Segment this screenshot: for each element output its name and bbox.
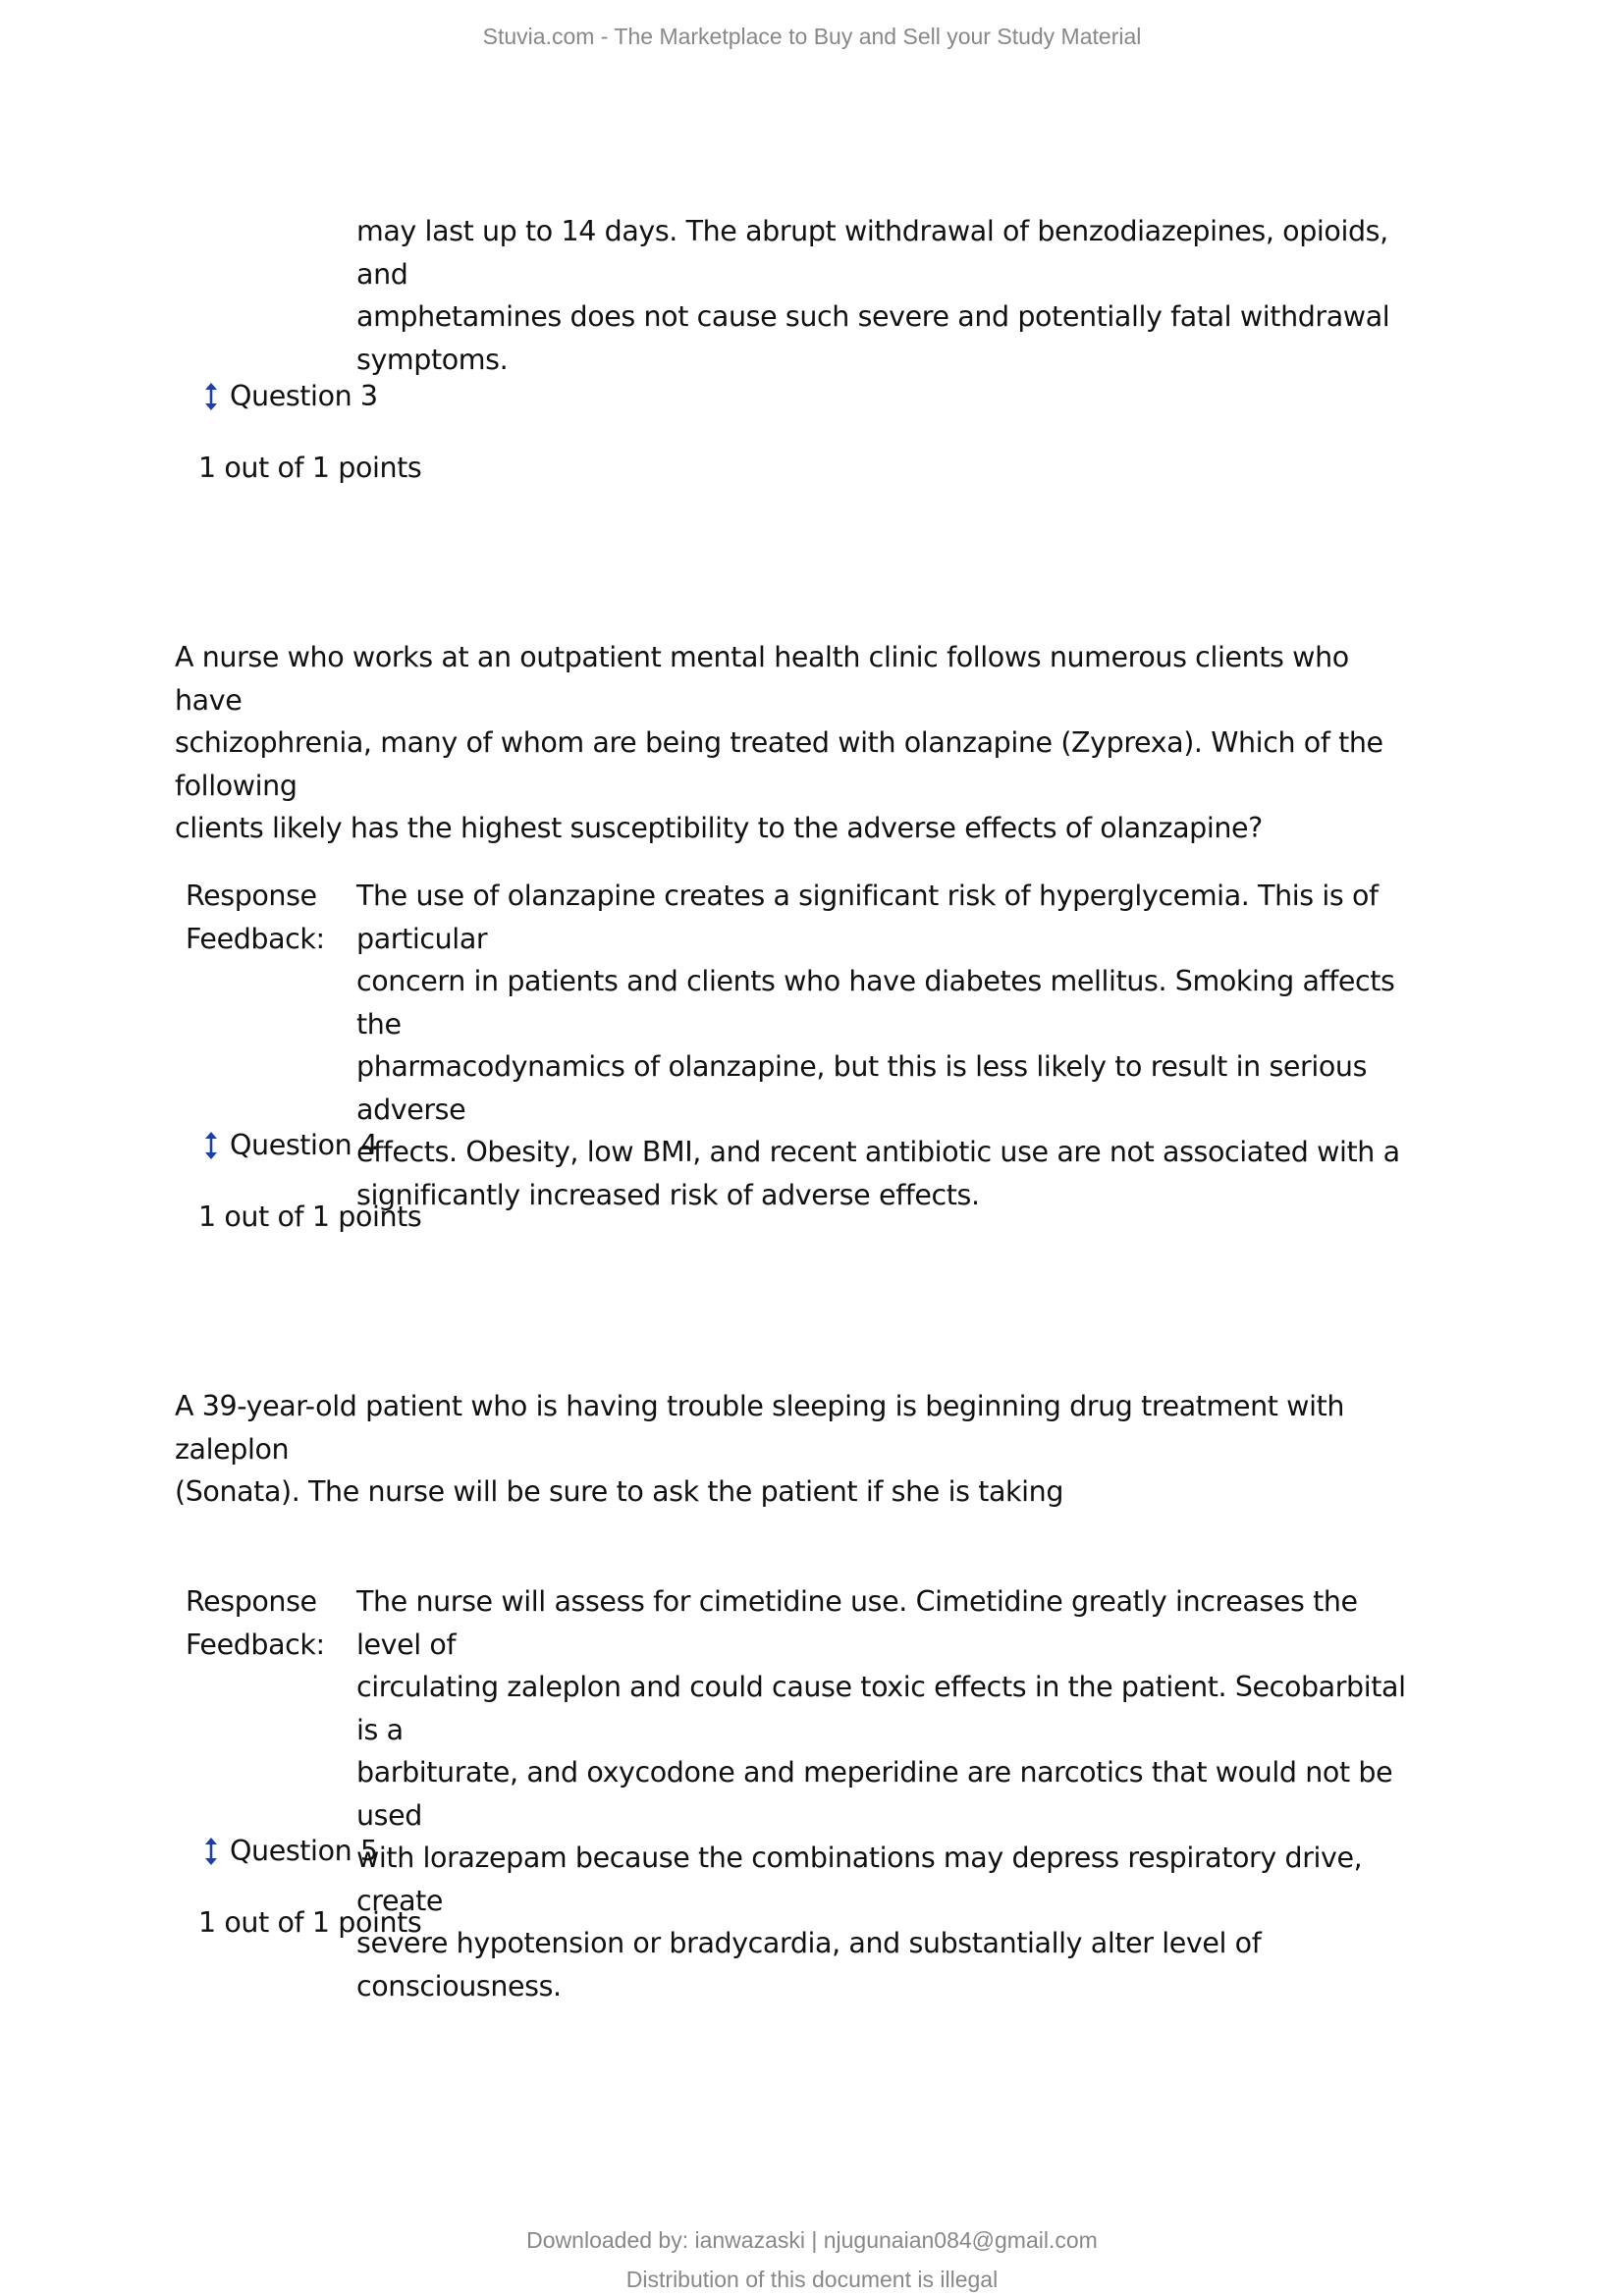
text-line: barbiturate, and oxycodone and meperidine are narcotics that would not be used (356, 1756, 1393, 1832)
text-line: significantly increased risk of adverse effects. (356, 1178, 980, 1211)
feedback-body (356, 875, 1413, 1216)
question-4-header[interactable] (202, 1124, 378, 1167)
text-line: The nurse will assess for cimetidine use. Cimetidine greatly increases the level of (356, 1585, 1358, 1661)
question-title: Question 3 (230, 380, 378, 412)
question-points: 1 out of 1 points (198, 1906, 422, 1939)
label-line: Response (186, 880, 317, 912)
text-line: (Sonata). The nurse will be sure to ask the patient if she is taking (175, 1475, 1064, 1508)
text-line: severe hypotension or bradycardia, and substantially alter level of consciousness. (356, 1927, 1262, 2002)
text-line: concern in patients and clients who have diabetes mellitus. Smoking affects the (356, 965, 1395, 1041)
text-line: amphetamines does not cause such severe and potentially fatal withdrawal (356, 300, 1390, 333)
question-points: 1 out of 1 points (198, 1201, 422, 1233)
text-line: pharmacodynamics of olanzapine, but this is less likely to result in serious adverse (356, 1050, 1368, 1126)
text-line: A nurse who works at an outpatient mental health clinic follows numerous clients who have (175, 641, 1349, 717)
text-line: clients likely has the highest susceptibility to the adverse effects of olanzapine? (175, 812, 1263, 844)
reorder-arrows-icon[interactable] (202, 1130, 220, 1161)
text-line: The use of olanzapine creates a significant risk of hyperglycemia. This is of particular (356, 880, 1379, 955)
footer-downloaded: Downloaded by: ianwazaski | njugunaian084@gmail.com (526, 2227, 1098, 2253)
reorder-arrows-icon[interactable] (202, 1836, 220, 1867)
question-3-header[interactable] (202, 375, 378, 418)
question-text (175, 636, 1412, 850)
page-header: Stuvia.com - The Marketplace to Buy and Sell your Study Material (482, 24, 1142, 49)
label-line: Response (186, 1585, 317, 1618)
question-points: 1 out of 1 points (198, 452, 422, 484)
question-text (175, 1385, 1412, 1514)
text-line: circulating zaleplon and could cause toxic effects in the patient. Secobarbital is a (356, 1671, 1406, 1746)
text-line: A 39-year-old patient who is having trouble sleeping is beginning drug treatment with zaleplon (175, 1390, 1345, 1466)
question-title: Question 4 (230, 1129, 378, 1161)
footer-distribution: Distribution of this document is illegal (625, 2267, 999, 2292)
feedback-body (356, 1580, 1413, 2007)
label-line: Feedback: (186, 922, 325, 955)
question-title: Question 5 (230, 1835, 378, 1867)
label-line: Feedback: (186, 1628, 325, 1661)
text-line: effects. Obesity, low BMI, and recent antibiotic use are not associated with a (356, 1136, 1400, 1168)
text-line: may last up to 14 days. The abrupt withdrawal of benzodiazepines, opioids, and (356, 215, 1388, 291)
reorder-arrows-icon[interactable] (202, 381, 220, 412)
text-line: with lorazepam because the combinations may depress respiratory drive, create (356, 1842, 1363, 1917)
text-line: schizophrenia, many of whom are being treated with olanzapine (Zyprexa). Which of the following (175, 726, 1383, 802)
continued-feedback (356, 210, 1397, 381)
text-line: symptoms. (356, 343, 509, 376)
question-5-header[interactable] (202, 1830, 378, 1873)
